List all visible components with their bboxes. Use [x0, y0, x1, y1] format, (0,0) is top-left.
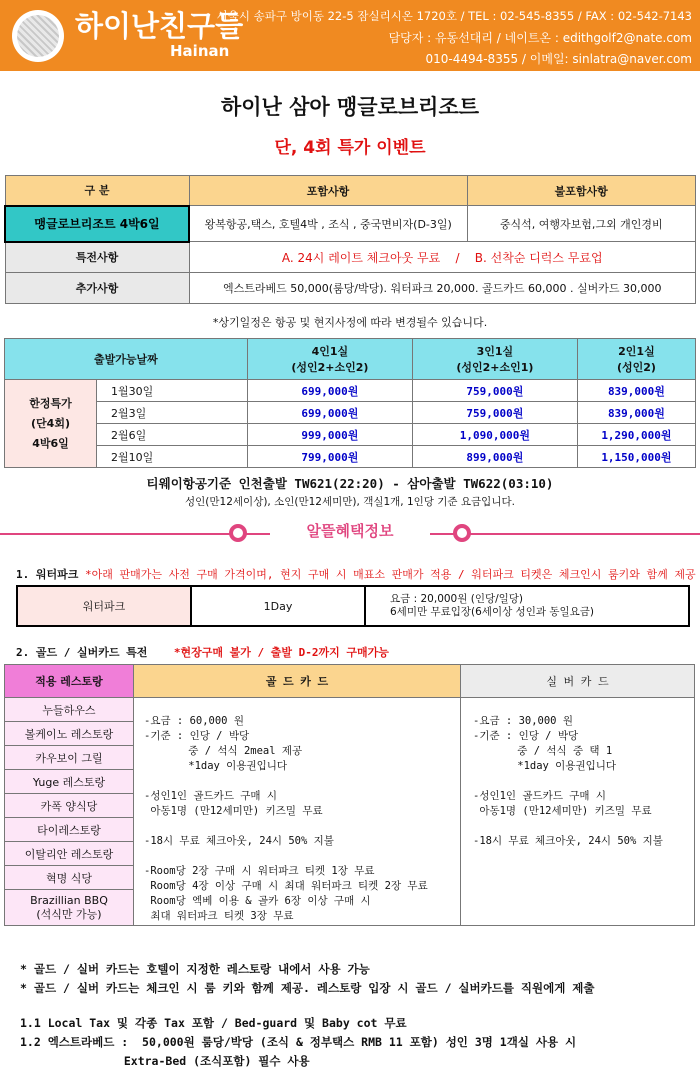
header-4person-title: 4인1실: [311, 345, 349, 358]
price-table: [4, 338, 696, 468]
price-2person: 839,000원: [577, 380, 695, 402]
benefit-b: B. 선착순 디럭스 무료업: [474, 250, 603, 265]
divider-title: 알뜰혜택정보: [270, 520, 430, 541]
restaurant-item: 누들하우스: [5, 698, 134, 722]
waterpark-price-line2: 6세미만 무료입장(6세이상 성인과 동일요금): [390, 606, 594, 618]
header-4person-sub: (성인2+소인2): [291, 361, 369, 374]
header-included: 포함사항: [189, 176, 467, 206]
price-3person: 1,090,000원: [412, 424, 577, 446]
header-restaurant: 적용 레스토랑: [5, 665, 134, 698]
price-2person: 1,290,000원: [577, 424, 695, 446]
price-3person: 899,000원: [412, 446, 577, 468]
price-2person: 1,150,000원: [577, 446, 695, 468]
header-gold-card: 골 드 카 드: [134, 665, 461, 698]
header-3person-sub: (성인2+소인1): [456, 361, 534, 374]
restaurant-item: Brazillian BBQ (석식만 가능): [5, 890, 134, 926]
page-title: 하이난 삼아 맹글로브리조트: [220, 95, 480, 119]
special-label-3: 4박6일: [32, 436, 69, 450]
silver-card-details: [461, 698, 695, 926]
included-items: 왕복항공,택스, 호텔4박 , 조식 , 중국면비자(D-3일): [189, 206, 467, 242]
price-2person: 839,000원: [577, 402, 695, 424]
page-subtitle: 단, 4회 특가 이벤트: [274, 138, 426, 158]
table-row: [5, 446, 696, 468]
restaurant-item: 볼케이노 레스토랑: [5, 722, 134, 746]
waterpark-price-line1: 요금 : 20,000원 (인당/일당): [390, 593, 524, 605]
header-2person-title: 2인1실: [618, 345, 655, 358]
benefit-label: 특전사항: [5, 242, 189, 273]
special-label-1: 한정특가: [29, 396, 72, 410]
footer-note-3: 1.1 Local Tax 및 각종 Tax 포함 / Bed-guard 및 Baby cot 무료: [20, 1016, 407, 1030]
contact-manager: 담당자 : 유동선대리 / 네이트온 : edithgolf2@nate.com: [388, 31, 692, 45]
package-name: 맹글로브리조트 4박6일: [5, 206, 189, 242]
card-table: [4, 664, 695, 926]
price-3person: 759,000원: [412, 380, 577, 402]
restaurant-item: Yuge 레스토랑: [5, 770, 134, 794]
schedule-note: *상기일정은 항공 및 현지사정에 따라 변경될수 있습니다.: [212, 316, 488, 329]
special-label-2: (단4회): [31, 416, 70, 430]
restaurant-item: 혁명 식당: [5, 866, 134, 890]
benefit-value: [189, 242, 696, 273]
card-note: *현장구매 불가 / 출발 D-2까지 구매가능: [173, 646, 389, 659]
benefit-separator: /: [455, 250, 460, 265]
waterpark-table: [16, 585, 690, 627]
extra-label: 추가사항: [5, 273, 189, 304]
footer-note-4: 1.2 엑스트라베드 : 50,000원 룸당/박당 (조식 & 정부택스 RMB 11 포함) 성인 3명 1객실 사용 시: [20, 1035, 577, 1049]
restaurant-item: 카우보이 그릴: [5, 746, 134, 770]
gold-card-text: -요금 : 60,000 원 -기준 : 인당 / 박당 중 / 석식 2meal 제공 *1day 이용권입니다 -성인1인 골드카드 구매 시 아동1명 (만12세미만) 키즈밀 무료 -18시 무료 체크아웃, 24시 50% 지불 -Room당 2장 구매 시 워터파크 티켓 1장 무료 Room당 4장 이상 구매 시 최대 워터파크 티켓 2장 무료 Room당 엑베 이용 & 골카 6장 이상 구매 시 최대 워터파크 티켓 3장 무료: [144, 715, 428, 922]
special-label: [5, 380, 97, 468]
departure-date: 1월30일: [97, 380, 248, 402]
waterpark-note: *아래 판매가는 사전 구매 가격이며, 현지 구매 시 매표소 판매가 적용 / 워터파크 티켓은 체크인시 룸키와 함께 제공: [85, 568, 696, 581]
departure-date: 2월10일: [97, 446, 248, 468]
departure-date: 2월3일: [97, 402, 248, 424]
waterpark-name: 워터파크: [17, 586, 191, 626]
flight-info: 티웨이항공기준 인천출발 TW621(22:20) - 삼아출발 TW622(03:10): [146, 476, 554, 491]
card-section-title: [16, 644, 389, 660]
flight-note: 성인(만12세이상), 소인(만12세미만), 객실1개, 1인당 기준 요금입니다.: [185, 496, 515, 508]
table-row: [5, 380, 696, 402]
logo-subtext: Hainan: [170, 42, 230, 60]
waterpark-period: 1Day: [191, 586, 365, 626]
header-category: 구 분: [5, 176, 189, 206]
departure-date: 2월6일: [97, 424, 248, 446]
footer-note-2: * 골드 / 실버 카드는 체크인 시 룸 키와 함께 제공. 레스토랑 입장 시 골드 / 실버카드를 직원에게 제출: [20, 981, 595, 995]
divider-ring-right: [453, 524, 471, 542]
table-row: [5, 424, 696, 446]
header-excluded: 불포함사항: [467, 176, 696, 206]
header-3person: [412, 339, 577, 380]
contact-phone: 010-4494-8355 / 이메일: sinlatra@naver.com: [425, 52, 692, 66]
logo-text: 하이난친구들: [75, 9, 244, 43]
waterpark-title: 1. 워터파크: [16, 568, 79, 581]
footer-note-5: Extra-Bed (조식포함) 필수 사용: [20, 1054, 310, 1068]
price-3person: 759,000원: [412, 402, 577, 424]
benefit-a: A. 24시 레이트 체크아웃 무료: [281, 250, 441, 265]
footer-note-1: * 골드 / 실버 카드는 호텔이 지정한 레스토랑 내에서 사용 가능: [20, 962, 370, 976]
price-4person: 699,000원: [247, 402, 412, 424]
card-title: 2. 골드 / 실버카드 특전: [16, 646, 148, 659]
excluded-items: 중식석, 여행자보험,그외 개인경비: [467, 206, 696, 242]
waterpark-section-title: [16, 566, 696, 582]
extra-value: 엑스트라베드 50,000(룸당/박당). 워터파크 20,000. 골드카드 60,000 . 실버카드 30,000: [189, 273, 696, 304]
waterpark-price: [365, 586, 689, 626]
restaurant-item: 카폭 양식당: [5, 794, 134, 818]
gold-card-details: [134, 698, 461, 926]
package-table: [4, 175, 696, 304]
header-3person-title: 3인1실: [476, 345, 514, 358]
price-4person: 999,000원: [247, 424, 412, 446]
header-4person: [247, 339, 412, 380]
price-4person: 699,000원: [247, 380, 412, 402]
restaurant-item: 타이레스토랑: [5, 818, 134, 842]
silver-card-text: -요금 : 30,000 원 -기준 : 인당 / 박당 중 / 석식 중 택 1 *1day 이용권입니다 -성인1인 골드카드 구매 시 아동1명 (만12세미만) 키즈밀 무료 -18시 무료 체크아웃, 24시 50% 지불: [473, 715, 663, 847]
golf-ball-icon: [17, 15, 59, 57]
header-dates: 출발가능날짜: [5, 339, 248, 380]
divider-ring-left: [229, 524, 247, 542]
header-silver-card: 실 버 카 드: [461, 665, 695, 698]
header-2person: [577, 339, 695, 380]
header-2person-sub: (성인2): [616, 361, 656, 374]
restaurant-item: 이탈리안 레스토랑: [5, 842, 134, 866]
price-4person: 799,000원: [247, 446, 412, 468]
contact-address: 서울시 송파구 방이동 22-5 잠실리시온 1720호 / TEL : 02-545-8355 / FAX : 02-542-7143: [216, 9, 692, 23]
table-row: [5, 402, 696, 424]
